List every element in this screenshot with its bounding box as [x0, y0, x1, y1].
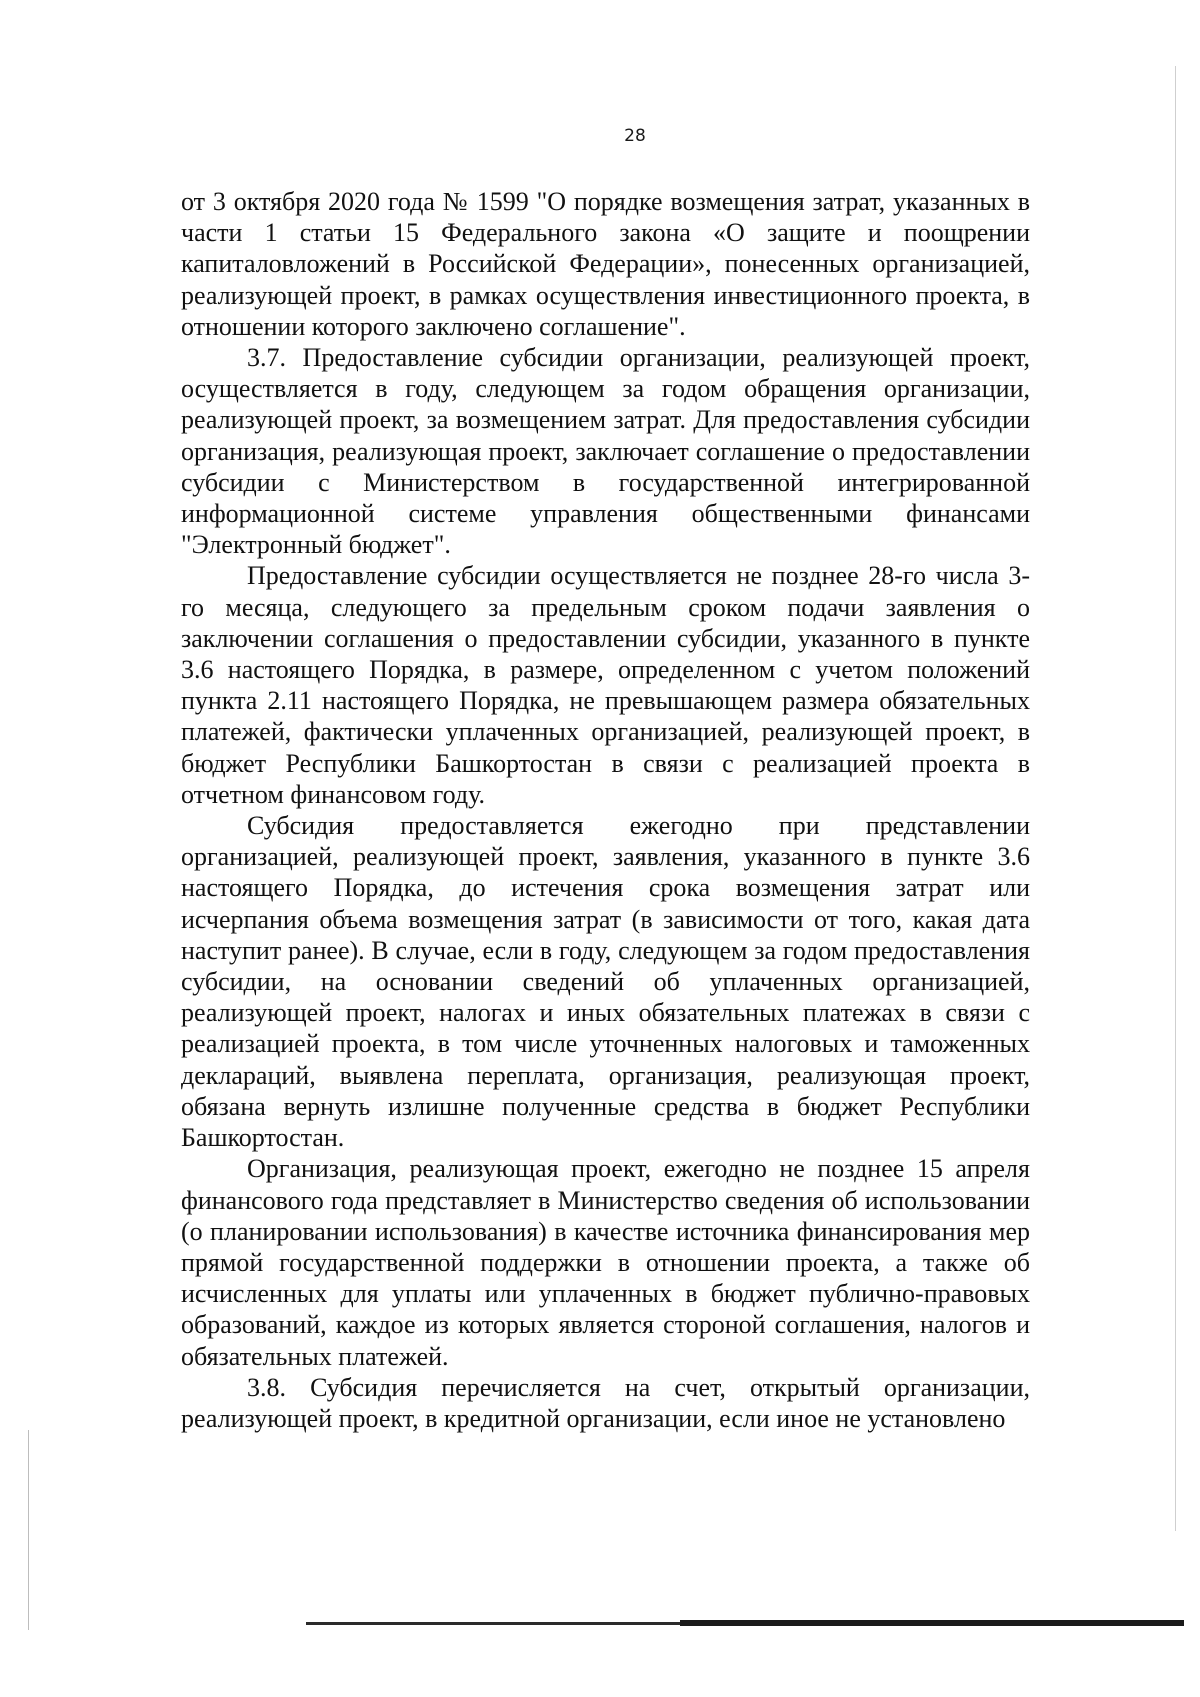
paragraph-subsidy-deadline: Предоставление субсидии осуществляется не позднее 28-го числа 3-го месяца, следующего за предельным сроком подачи заявления о заключении соглашения о предоставлении субсидии, указанного в пункте 3.6 настоящего Порядка, в размере, определенном с учетом положений пункта 2.11 настоящего Порядка, не превышающем размера обязательных платежей, фактически уплаченных организацией, реализующей проект, в бюджет Республики Башкортостан в связи с реализацией проекта в отчетном финансовом году.: [181, 561, 1030, 809]
page-number: 28: [624, 126, 646, 146]
paragraph-annual-subsidy: Субсидия предоставляется ежегодно при представлении организацией, реализующей проект, заявления, указанного в пункте 3.6 настоящего Порядка, до истечения срока возмещения затрат или исчерпания объема возмещения затрат (в зависимости от того, какая дата наступит ранее). В случае, если в году, следующем за годом предоставления субсидии, на основании сведений об уплаченных организацией, реализующей проект, налогах и иных обязательных платежах в связи с реализацией проекта, в том числе уточненных налоговых и таможенных деклараций, выявлена переплата, организация, реализующая проект, обязана вернуть излишне полученные средства в бюджет Республики Башкортостан.: [181, 811, 1030, 1153]
document-body: [181, 186, 1030, 1434]
scan-edge-line-right: [1175, 66, 1176, 1531]
paragraph-organization-report: Организация, реализующая проект, ежегодно не позднее 15 апреля финансового года представляет в Министерство сведения об использовании (о планировании использования) в качестве источника финансирования мер прямой государственной поддержки в отношении проекта, а также об исчисленных для уплаты или уплаченных в бюджет публично-правовых образований, каждое из которых является стороной соглашения, налогов и обязательных платежей.: [181, 1154, 1030, 1371]
paragraph-3-8: 3.8. Субсидия перечисляется на счет, открытый организации, реализующей проект, в кредитной организации, если иное не установлено: [181, 1372, 1030, 1433]
scan-edge-line-left: [28, 1430, 29, 1630]
scan-bottom-rule-thick: [680, 1620, 1184, 1626]
paragraph-3-7: 3.7. Предоставление субсидии организации, реализующей проект, осуществляется в году, следующем за годом обращения организации, реализующей проект, за возмещением затрат. Для предоставления субсидии организация, реализующая проект, заключает соглашение о предоставлении субсидии с Министерством в государственной интегрированной информационной системе управления общественными финансами "Электронный бюджет".: [181, 343, 1030, 560]
paragraph-continuation: от 3 октября 2020 года № 1599 "О порядке возмещения затрат, указанных в части 1 статьи 15 Федерального закона «О защите и поощрении капиталовложений в Российской Федерации», понесенных организацией, реализующей проект, в рамках осуществления инвестиционного проекта, в отношении которого заключено соглашение".: [181, 187, 1030, 341]
